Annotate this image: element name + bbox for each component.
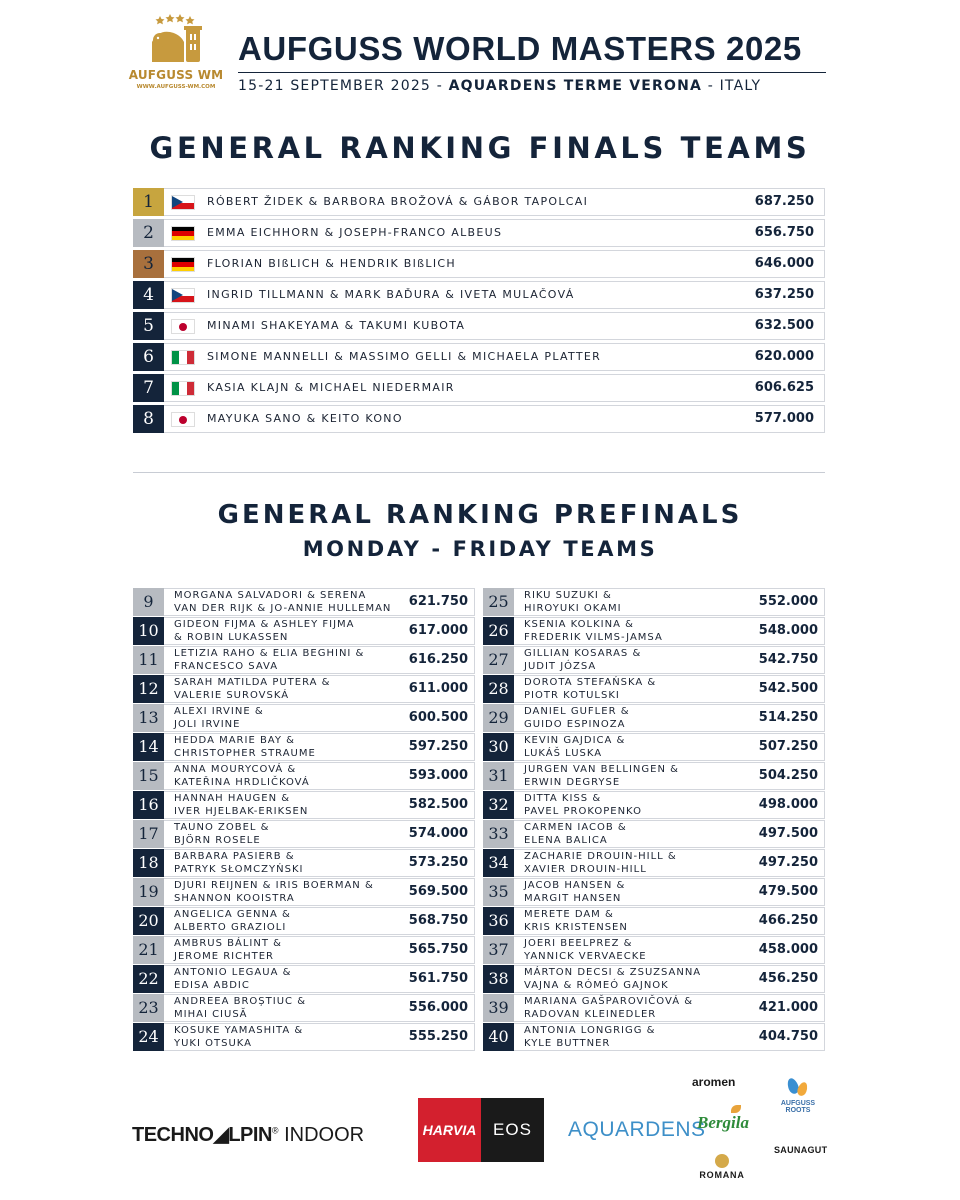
prefinals-row	[483, 733, 825, 761]
team-score: 421.000	[758, 1000, 818, 1015]
prefinals-row	[133, 675, 475, 703]
team-names: KOSUKE YAMASHITA & YUKI OTSUKA	[174, 1025, 304, 1049]
team-names: ANGELICA GENNA & ALBERTO GRAZIOLI	[174, 909, 291, 933]
team-names: BARBARA PASIERB & PATRYK SŁOMCZYŃSKI	[174, 851, 304, 875]
rank-badge: 35	[483, 878, 514, 906]
prefinals-row	[133, 762, 475, 790]
team-names: ANTONIO LEGAUA & EDISA ABDIC	[174, 967, 292, 991]
czech-flag-icon	[171, 288, 195, 303]
team-score: 593.000	[408, 768, 468, 783]
prefinals-row	[483, 907, 825, 935]
team-score: 466.250	[758, 913, 818, 928]
team-names: GIDEON FIJMA & ASHLEY FIJMA & ROBIN LUKASSEN	[174, 619, 355, 643]
japanese-flag-icon	[171, 319, 195, 334]
finals-table	[133, 188, 825, 436]
prefinals-row	[483, 791, 825, 819]
aromen-logo: aromen	[692, 1075, 736, 1089]
finals-row	[133, 312, 825, 340]
team-names: RÓBERT ŽIDEK & BARBORA BROŽOVÁ & GÁBOR TAPOLCAI	[207, 195, 589, 208]
finals-row	[133, 219, 825, 247]
rank-badge: 30	[483, 733, 514, 761]
logo-url-text: WWW.AUFGUSS-WM.COM	[136, 84, 216, 90]
japanese-flag-icon	[171, 412, 195, 427]
event-country: - ITALY	[702, 78, 762, 94]
rank-badge: 33	[483, 820, 514, 848]
rank-badge: 12	[133, 675, 164, 703]
italian-flag-icon	[171, 350, 195, 365]
rank-badge: 21	[133, 936, 164, 964]
finals-row	[133, 343, 825, 371]
team-score: 620.000	[754, 349, 814, 364]
rank-badge: 25	[483, 588, 514, 616]
czech-flag-icon	[171, 195, 195, 210]
team-names: ALEXI IRVINE & JOLI IRVINE	[174, 706, 264, 730]
team-score: 687.250	[754, 194, 814, 209]
prefinals-row	[133, 1023, 475, 1051]
team-names: MAYUKA SANO & KEITO KONO	[207, 412, 403, 425]
prefinals-row	[483, 646, 825, 674]
team-names: GILLIAN KOSARAS & JUDIT JÓZSA	[524, 648, 642, 672]
finals-row	[133, 250, 825, 278]
drop-icon	[796, 1081, 809, 1097]
rank-badge: 1	[133, 188, 164, 216]
team-names: ANDREEA BROȘTIUC & MIHAI CIUSĂ	[174, 996, 306, 1020]
rank-badge: 6	[133, 343, 164, 371]
prefinals-subtitle: MONDAY - FRIDAY TEAMS	[302, 537, 658, 561]
team-names: RIKU SUZUKI & HIROYUKI OKAMI	[524, 590, 622, 614]
team-score: 569.500	[408, 884, 468, 899]
prefinals-title: GENERAL RANKING PREFINALS	[217, 500, 743, 530]
prefinals-row	[483, 936, 825, 964]
eos-text: EOS	[481, 1098, 544, 1162]
event-venue: AQUARDENS TERME VERONA	[448, 78, 703, 94]
aquardens-logo: AQUARDENS	[568, 1118, 706, 1141]
team-names: HANNAH HAUGEN & IVER HJELBAK-ERIKSEN	[174, 793, 309, 817]
prefinals-row	[483, 878, 825, 906]
finals-row	[133, 188, 825, 216]
team-names: DANIEL GUFLER & GUIDO ESPINOZA	[524, 706, 630, 730]
lion-crest-icon	[146, 14, 206, 70]
title-divider	[238, 72, 826, 73]
team-names: SIMONE MANNELLI & MASSIMO GELLI & MICHAELA PLATTER	[207, 350, 602, 363]
rank-badge: 15	[133, 762, 164, 790]
team-score: 556.000	[408, 1000, 468, 1015]
prefinals-row	[133, 965, 475, 993]
prefinals-row	[483, 965, 825, 993]
team-names: LETIZIA RAHO & ELIA BEGHINI & FRANCESCO SAVA	[174, 648, 365, 672]
prefinals-row	[483, 704, 825, 732]
team-score: 573.250	[408, 855, 468, 870]
rank-badge: 5	[133, 312, 164, 340]
team-score: 555.250	[408, 1029, 468, 1044]
rank-badge: 13	[133, 704, 164, 732]
team-names: JURGEN VAN BELLINGEN & ERWIN DEGRYSE	[524, 764, 679, 788]
team-names: DJURI REIJNEN & IRIS BOERMAN & SHANNON KOOISTRA	[174, 880, 374, 904]
section-divider	[133, 472, 825, 473]
event-subtitle	[238, 78, 828, 94]
finals-row	[133, 405, 825, 433]
team-names: MERETE DAM & KRIS KRISTENSEN	[524, 909, 628, 933]
team-names: FLORIAN BIßLICH & HENDRIK BIßLICH	[207, 257, 456, 270]
prefinals-row	[133, 646, 475, 674]
prefinals-row	[483, 675, 825, 703]
prefinals-row	[133, 849, 475, 877]
team-score: 611.000	[408, 681, 468, 696]
rank-badge: 34	[483, 849, 514, 877]
team-score: 565.750	[408, 942, 468, 957]
team-score: 621.750	[408, 594, 468, 609]
logo-brand-text: AUFGUSS WM	[128, 68, 224, 82]
saunagut-logo: SAUNAGUT	[774, 1145, 828, 1155]
team-names: DITTA KISS & PAVEL PROKOPENKO	[524, 793, 642, 817]
rank-badge: 11	[133, 646, 164, 674]
rank-badge: 36	[483, 907, 514, 935]
prefinals-row	[483, 617, 825, 645]
rank-badge: 10	[133, 617, 164, 645]
team-score: 582.500	[408, 797, 468, 812]
rank-badge: 14	[133, 733, 164, 761]
rank-badge: 17	[133, 820, 164, 848]
rank-badge: 26	[483, 617, 514, 645]
team-score: 504.250	[758, 768, 818, 783]
team-score: 542.500	[758, 681, 818, 696]
team-score: 617.000	[408, 623, 468, 638]
finals-row	[133, 281, 825, 309]
prefinals-row	[133, 994, 475, 1022]
team-names: MORGANA SALVADORI & SERENA VAN DER RIJK & JO-ANNIE HULLEMAN	[174, 590, 392, 614]
rank-badge: 20	[133, 907, 164, 935]
team-score: 497.500	[758, 826, 818, 841]
rank-badge: 31	[483, 762, 514, 790]
team-names: JACOB HANSEN & MARGIT HANSEN	[524, 880, 626, 904]
team-score: 646.000	[754, 256, 814, 271]
german-flag-icon	[171, 226, 195, 241]
team-score: 606.625	[754, 380, 814, 395]
rank-badge: 29	[483, 704, 514, 732]
team-names: MÁRTON DECSI & ZSUZSANNA VAJNA & RÓMEÓ GAJNOK	[524, 967, 702, 991]
team-names: HEDDA MARIE BAY & CHRISTOPHER STRAUME	[174, 735, 316, 759]
team-score: 542.750	[758, 652, 818, 667]
prefinals-row	[133, 617, 475, 645]
team-score: 656.750	[754, 225, 814, 240]
team-names: KASIA KLAJN & MICHAEL NIEDERMAIR	[207, 381, 455, 394]
rank-badge: 2	[133, 219, 164, 247]
prefinals-row	[483, 1023, 825, 1051]
team-score: 497.250	[758, 855, 818, 870]
rank-badge: 22	[133, 965, 164, 993]
team-score: 548.000	[758, 623, 818, 638]
team-names: ZACHARIE DROUIN-HILL & XAVIER DROUIN-HILL	[524, 851, 677, 875]
prefinals-row	[483, 849, 825, 877]
team-score: 616.250	[408, 652, 468, 667]
team-score: 498.000	[758, 797, 818, 812]
rank-badge: 8	[133, 405, 164, 433]
technoalpin-logo: TECHNO◢LPIN® INDOOR	[132, 1124, 365, 1146]
leaf-icon	[731, 1105, 741, 1113]
german-flag-icon	[171, 257, 195, 272]
rank-badge: 9	[133, 588, 164, 616]
prefinals-row	[133, 791, 475, 819]
rank-badge: 24	[133, 1023, 164, 1051]
prefinals-row	[483, 762, 825, 790]
team-score: 637.250	[754, 287, 814, 302]
team-names: JOERI BEELPREZ & YANNICK VERVAECKE	[524, 938, 647, 962]
team-score: 574.000	[408, 826, 468, 841]
team-score: 600.500	[408, 710, 468, 725]
finals-title: GENERAL RANKING FINALS TEAMS	[149, 131, 811, 165]
team-score: 568.750	[408, 913, 468, 928]
team-names: CARMEN IACOB & ELENA BALICA	[524, 822, 627, 846]
bergila-logo: Bergila	[697, 1113, 749, 1133]
rank-badge: 4	[133, 281, 164, 309]
rank-badge: 18	[133, 849, 164, 877]
rank-badge: 39	[483, 994, 514, 1022]
team-names: SARAH MATILDA PUTERA & VALERIE SUROVSKÁ	[174, 677, 331, 701]
team-names: KEVIN GAJDICA & LUKÁŠ LUSKA	[524, 735, 626, 759]
rank-badge: 3	[133, 250, 164, 278]
rank-badge: 37	[483, 936, 514, 964]
team-names: DOROTA STEFAŃSKA & PIOTR KOTULSKI	[524, 677, 657, 701]
prefinals-row	[133, 820, 475, 848]
rank-badge: 7	[133, 374, 164, 402]
team-names: KSENIA KOLKINA & FREDERIK VILMS-JAMSA	[524, 619, 663, 643]
prefinals-row	[133, 907, 475, 935]
prefinals-row	[483, 994, 825, 1022]
rank-badge: 23	[133, 994, 164, 1022]
team-score: 561.750	[408, 971, 468, 986]
prefinals-row	[483, 588, 825, 616]
team-score: 577.000	[754, 411, 814, 426]
team-score: 456.250	[758, 971, 818, 986]
event-title: AUFGUSS WORLD MASTERS 2025	[238, 30, 802, 67]
team-score: 552.000	[758, 594, 818, 609]
prefinals-row	[483, 820, 825, 848]
team-names: EMMA EICHHORN & JOSEPH-FRANCO ALBEUS	[207, 226, 503, 239]
finals-row	[133, 374, 825, 402]
prefinals-row	[133, 704, 475, 732]
team-score: 632.500	[754, 318, 814, 333]
team-score: 507.250	[758, 739, 818, 754]
team-names: MARIANA GAŠPAROVIČOVÁ & RADOVAN KLEINEDLER	[524, 996, 694, 1020]
team-names: AMBRUS BÁLINT & JEROME RICHTER	[174, 938, 282, 962]
team-names: TAUNO ZOBEL & BJÖRN ROSELE	[174, 822, 270, 846]
prefinals-row	[133, 733, 475, 761]
romana-emblem-icon	[715, 1154, 729, 1168]
harvia-eos-logo	[418, 1098, 544, 1162]
team-score: 458.000	[758, 942, 818, 957]
team-names: INGRID TILLMANN & MARK BAĎURA & IVETA MULAČOVÁ	[207, 288, 575, 301]
team-names: ANNA MOURYCOVÁ & KATEŘINA HRDLIČKOVÁ	[174, 764, 310, 788]
rank-badge: 27	[483, 646, 514, 674]
event-dates: 15-21 SEPTEMBER 2025 -	[238, 78, 449, 94]
team-score: 479.500	[758, 884, 818, 899]
team-names: ANTONIA LONGRIGG & KYLE BUTTNER	[524, 1025, 656, 1049]
rank-badge: 16	[133, 791, 164, 819]
rank-badge: 40	[483, 1023, 514, 1051]
harvia-text: HARVIA	[418, 1098, 481, 1162]
team-names: MINAMI SHAKEYAMA & TAKUMI KUBOTA	[207, 319, 466, 332]
prefinals-row	[133, 936, 475, 964]
prefinals-row	[133, 878, 475, 906]
rank-badge: 38	[483, 965, 514, 993]
romana-logo: ROMANA	[696, 1154, 748, 1180]
rank-badge: 19	[133, 878, 164, 906]
team-score: 597.250	[408, 739, 468, 754]
prefinals-left-column	[133, 588, 475, 1052]
prefinals-row	[133, 588, 475, 616]
aufguss-wm-logo	[128, 12, 224, 98]
rank-badge: 28	[483, 675, 514, 703]
italian-flag-icon	[171, 381, 195, 396]
prefinals-right-column	[483, 588, 825, 1052]
rank-badge: 32	[483, 791, 514, 819]
team-score: 514.250	[758, 710, 818, 725]
team-score: 404.750	[758, 1029, 818, 1044]
